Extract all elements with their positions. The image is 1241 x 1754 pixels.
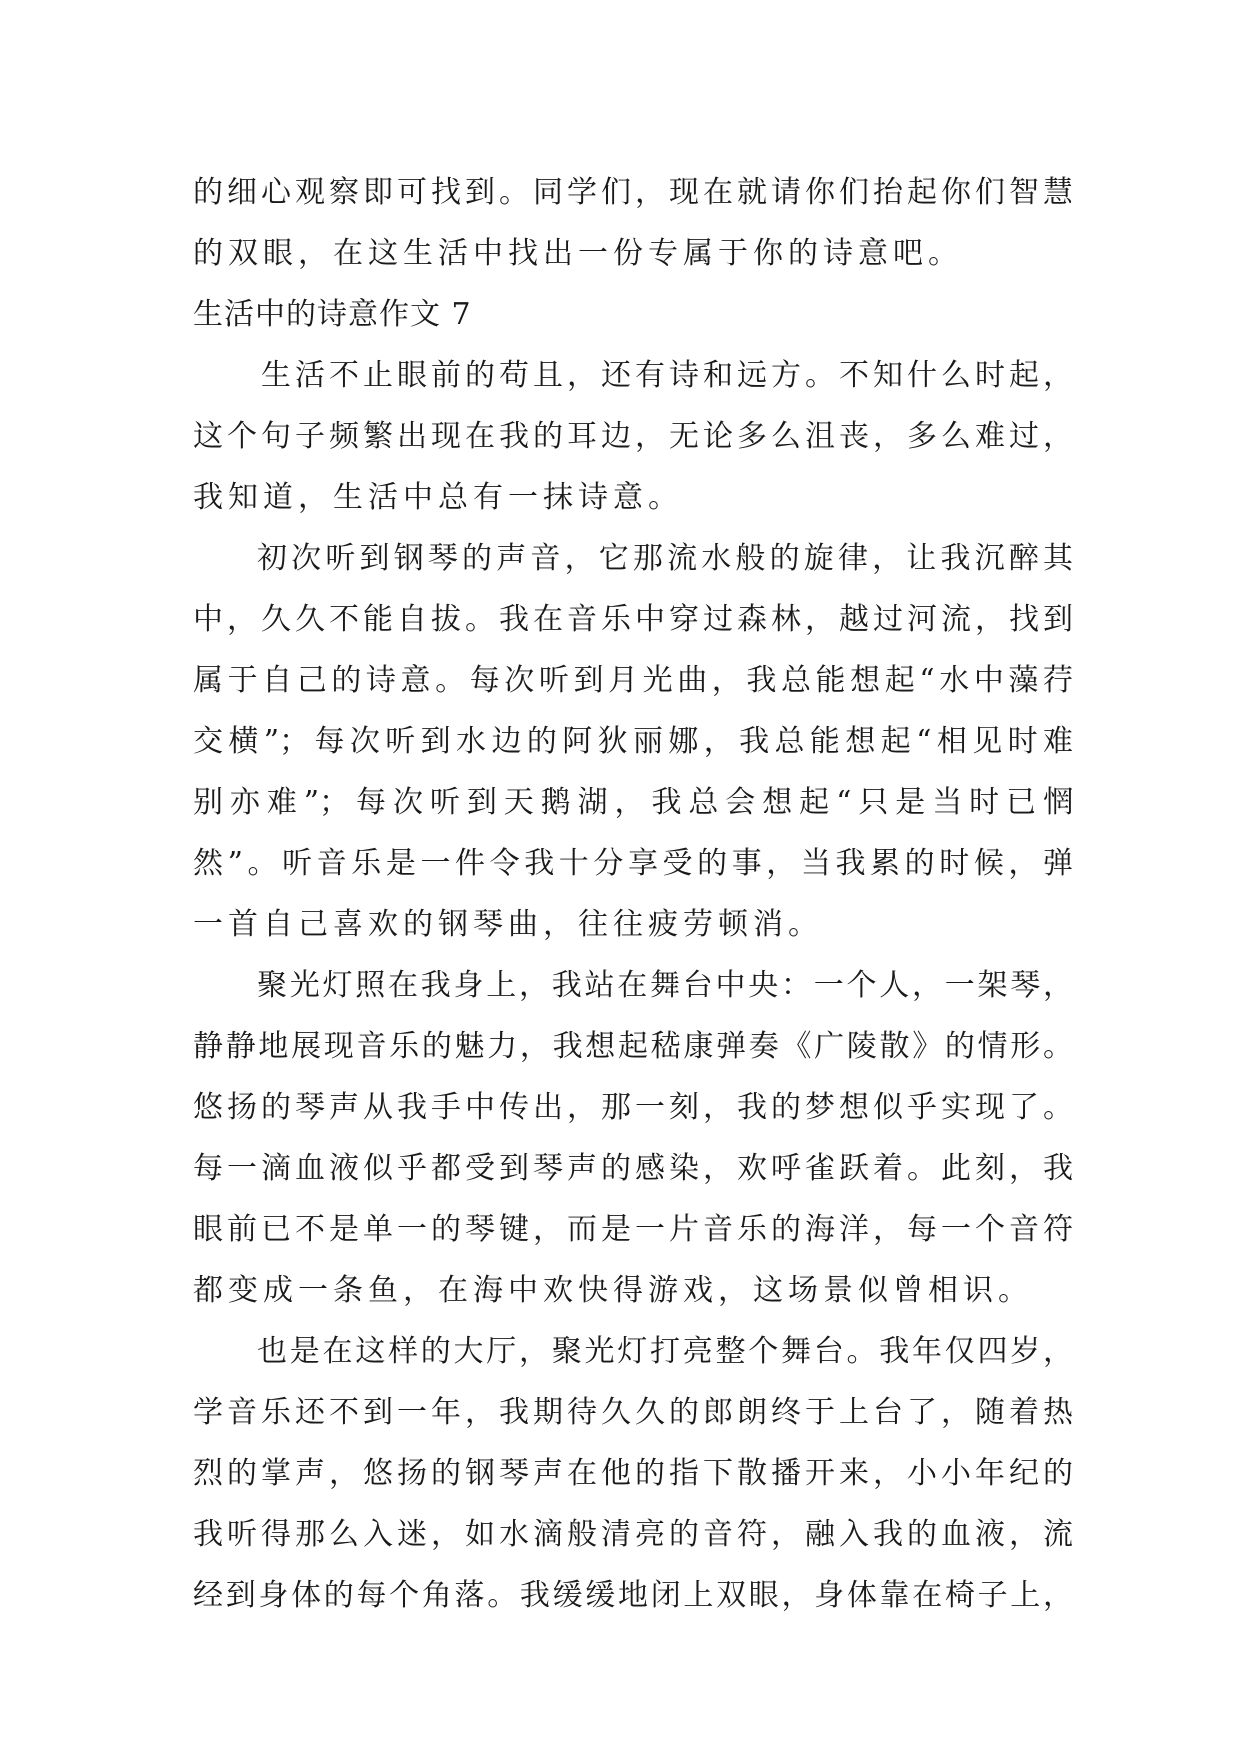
text-line: 我听得那么入迷，如水滴般清亮的音符，融入我的血液，流 bbox=[193, 1517, 1073, 1552]
text-line: 悠扬的琴声从我手中传出，那一刻，我的梦想似乎实现了。 bbox=[193, 1090, 1073, 1125]
document-body bbox=[193, 162, 1073, 1626]
text-line: 静静地展现音乐的魅力，我想起嵇康弹奏《广陵散》的情形。 bbox=[193, 1029, 1073, 1064]
text-line: 经到身体的每个角落。我缓缓地闭上双眼，身体靠在椅子上， bbox=[193, 1578, 1073, 1613]
text-line: 的细心观察即可找到。同学们，现在就请你们抬起你们智慧 bbox=[193, 175, 1073, 210]
text-line: 一首自己喜欢的钢琴曲，往往疲劳顿消。 bbox=[193, 907, 823, 942]
text-line: 烈的掌声，悠扬的钢琴声在他的指下散播开来，小小年纪的 bbox=[193, 1456, 1073, 1491]
text-line: 生活不止眼前的苟且，还有诗和远方。不知什么时起， bbox=[261, 358, 1073, 393]
section-heading: 生活中的诗意作文 7 bbox=[193, 297, 472, 332]
text-line: 学音乐还不到一年，我期待久久的郎朗终于上台了，随着热 bbox=[193, 1395, 1073, 1430]
text-line: 然”。听音乐是一件令我十分享受的事，当我累的时候，弹 bbox=[193, 846, 1073, 881]
text-line: 我知道，生活中总有一抹诗意。 bbox=[193, 480, 683, 515]
text-line: 初次听到钢琴的声音，它那流水般的旋律，让我沉醉其 bbox=[257, 541, 1073, 576]
text-line: 中，久久不能自拔。我在音乐中穿过森林，越过河流，找到 bbox=[193, 602, 1073, 637]
text-line: 眼前已不是单一的琴键，而是一片音乐的海洋，每一个音符 bbox=[193, 1212, 1073, 1247]
text-line: 都变成一条鱼，在海中欢快得游戏，这场景似曾相识。 bbox=[193, 1273, 1033, 1308]
text-line: 也是在这样的大厅，聚光灯打亮整个舞台。我年仅四岁， bbox=[257, 1334, 1073, 1369]
text-line: 每一滴血液似乎都受到琴声的感染，欢呼雀跃着。此刻，我 bbox=[193, 1151, 1073, 1186]
text-line: 交横”；每次听到水边的阿狄丽娜，我总能想起“相见时难 bbox=[193, 724, 1073, 759]
text-line: 的双眼，在这生活中找出一份专属于你的诗意吧。 bbox=[193, 236, 963, 271]
text-line: 聚光灯照在我身上，我站在舞台中央：一个人，一架琴， bbox=[257, 968, 1073, 1003]
text-line: 属于自己的诗意。每次听到月光曲，我总能想起“水中藻荇 bbox=[193, 663, 1073, 698]
text-line: 别亦难”；每次听到天鹅湖，我总会想起“只是当时已惘 bbox=[193, 785, 1073, 820]
text-line: 这个句子频繁出现在我的耳边，无论多么沮丧，多么难过， bbox=[193, 419, 1073, 454]
